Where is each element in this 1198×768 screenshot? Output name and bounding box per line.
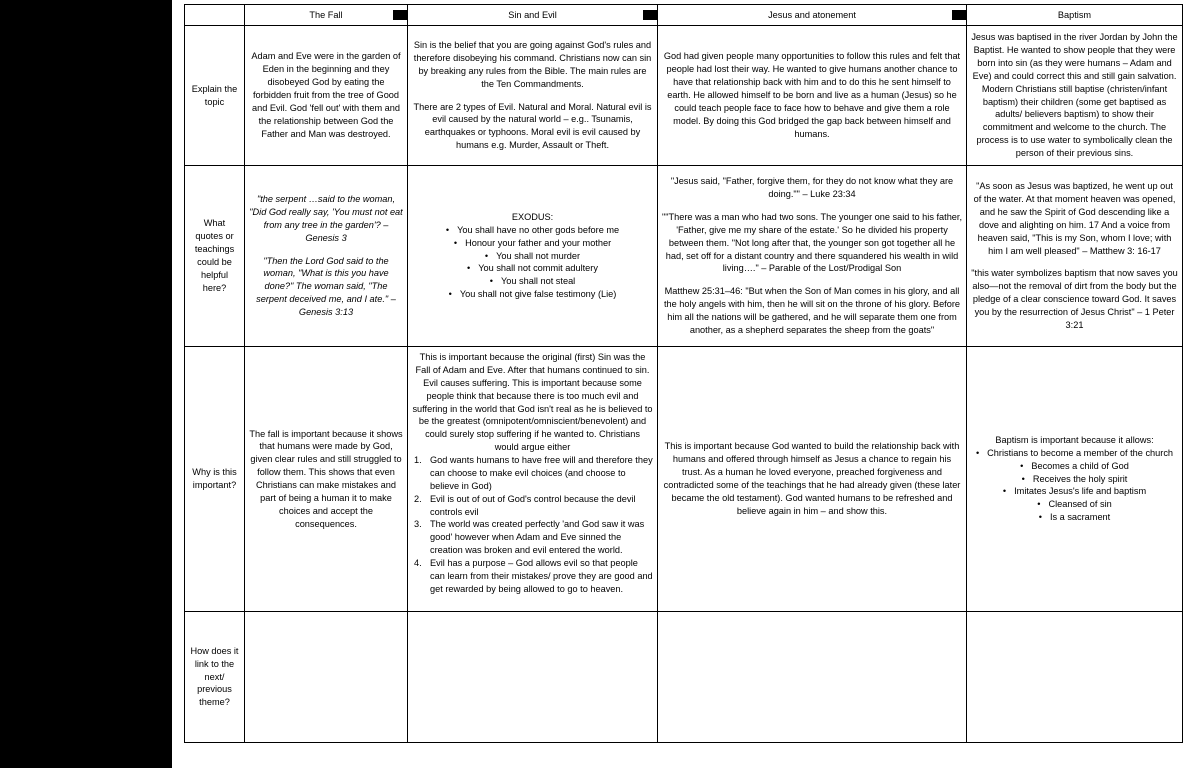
- header-baptism: Baptism: [967, 5, 1183, 26]
- important-fall: The fall is important because it shows that humans were made by God, given clear rules and still struggled to follow them. This shows that even Christians can make mistakes and part of being a human it to make choices and accept the consequences.: [245, 347, 408, 612]
- link-jesus: [658, 612, 967, 743]
- jesus-quote-2: ""There was a man who had two sons. The younger one said to his father, 'Father, give me my share of the estate.' So he divided his property between them. "Not long after that, the younger son got together all he had, set off for a distant country and there squandered his wealth in wild living…." – Parable of the Lost/Prodigal Son: [662, 211, 963, 274]
- quotes-row: [185, 166, 1183, 347]
- right-arrow-icon: [393, 6, 408, 24]
- link-baptism: [967, 612, 1183, 743]
- list-item: • Honour your father and your mother: [412, 237, 653, 250]
- explain-baptism: Jesus was baptised in the river Jordan by John the Baptist. He wanted to show people that they were born into sin (as they were humans – Adam and Eve) and could correct this and still gain salvation. Modern Christians still baptise (christen/infant baptism) their children (some get baptised as adults/ believers baptism) to show their commitment and welcome to the church. The process is to use water to symbolically clean the person of their previous sins.: [967, 26, 1183, 166]
- list-item: 2. Evil is out of out of God's control because the devil controls evil: [414, 493, 636, 517]
- list-item: • Imitates Jesus's life and baptism: [971, 485, 1178, 498]
- list-item: • Becomes a child of God: [971, 460, 1178, 473]
- explain-fall: Adam and Eve were in the garden of Eden in the beginning and they disobeyed God by eating the forbidden fruit from the tree of Good and Evil. God 'fell out' with them and the relationship between God the Father and Man was destroyed.: [245, 26, 408, 166]
- list-item: • You shall not steal: [412, 275, 653, 288]
- list-item: 1. God wants humans to have free will and therefore they can choose to make evil choices (and choose to believe in God): [414, 455, 653, 491]
- quotes-sin: [408, 166, 658, 347]
- list-item: • Cleansed of sin: [971, 498, 1178, 511]
- link-row: [185, 612, 1183, 743]
- baptism-reasons-list: [971, 447, 1178, 524]
- list-item: 4. Evil has a purpose – God allows evil so that people can learn from their mistakes/ prove they are good and get rewarded by being allowed to go to heaven.: [414, 558, 653, 594]
- header-jesus-and-atonement: Jesus and atonement: [658, 5, 967, 26]
- row-label-quotes: What quotes or teachings could be helpful here?: [185, 166, 245, 347]
- exodus-title: EXODUS:: [511, 211, 554, 222]
- jesus-quote-3: Matthew 25:31–46: "But when the Son of Man comes in his glory, and all the holy angels with him, then he will sit on the throne of his glory. Before him all the nations will be gathered, and he will separate them one from another, as a shepherd separates the sheep from the goats": [663, 286, 961, 335]
- important-sin: This is important because the original (first) Sin was the Fall of Adam and Eve. After that humans continued to sin. Evil causes suffering. This is important because some people think that because there is too much evil and suffering in the world that God isn't real as he is believed to be the greatest (omnipotent/omniscient/benevolent) and could surely stop suffering if he wanted to. Christians would argue either 1. God wants humans to have free will and therefore they can choose to make evil choices (and choose to believe in God) 2. Evil is out of out of God's control because the devil controls evil 3. The world was created perfectly 'and God saw it was good' however when Adam and Eve sinned the creation was broken and evil entered the world. 4. Evil has a purpose – God allows evil so that people can learn from their mistakes/ prove they are good and get rewarded by being allowed to go to heaven.: [408, 347, 658, 612]
- baptism-quote-1: "As soon as Jesus was baptized, he went up out of the water. At that moment heaven was opened, and he saw the Spirit of God descending like a dove and alighting on him. 17 And a voice from heaven said, "This is my Son, whom I love; with him I am well pleased" – Matthew 3: 16-17: [973, 181, 1176, 256]
- list-item: • Is a sacrament: [971, 511, 1178, 524]
- important-jesus: This is important because God wanted to build the relationship back with humans and offered through himself as Jesus a chance to regain his trust. As a human he loved everyone, preached forgiveness and contradicted some of the teachings that he had already given (these later became the old testament). God wanted humans to be refreshed and believe again in him – and show this.: [658, 347, 967, 612]
- quotes-jesus: [658, 166, 967, 347]
- explain-row: [185, 26, 1183, 166]
- left-black-margin: [0, 0, 172, 768]
- list-item: • You shall not commit adultery: [412, 262, 653, 275]
- right-arrow-icon: [643, 6, 658, 24]
- row-label-link: How does it link to the next/ previous theme?: [185, 612, 245, 743]
- right-arrow-icon: [952, 6, 967, 24]
- commandments-list: [412, 224, 653, 301]
- revision-table: [184, 4, 1183, 743]
- corner-cell: [185, 5, 245, 26]
- list-item: 3. The world was created perfectly 'and God saw it was good' however when Adam and Eve sinned the creation was broken and evil entered the world.: [414, 519, 645, 556]
- quotes-baptism: [967, 166, 1183, 347]
- list-item: • Christians to become a member of the church: [971, 447, 1178, 460]
- baptism-quote-2: "this water symbolizes baptism that now saves you also—not the removal of dirt from the body but the pledge of a clear conscience toward God. It saves you by the resurrection of Jesus Christ" – 1 Peter 3:21: [971, 268, 1178, 330]
- fall-quote-1: "the serpent …said to the woman, "Did God really say, 'You must not eat from any tree in the garden'? – Genesis 3: [249, 194, 403, 243]
- row-label-explain: Explain the topic: [185, 26, 245, 166]
- fall-quote-2: "Then the Lord God said to the woman, "What is this you have done?" The woman said, "The serpent deceived me, and I ate." – Genesis 3:13: [256, 255, 396, 318]
- header-sin-and-evil: Sin and Evil: [408, 5, 658, 26]
- important-row: [185, 347, 1183, 612]
- link-fall: [245, 612, 408, 743]
- list-item: • Receives the holy spirit: [971, 473, 1178, 486]
- jesus-quote-1: "Jesus said, "Father, forgive them, for they do not know what they are doing."" – Luke 23:34: [670, 176, 954, 200]
- link-sin: [408, 612, 658, 743]
- list-item: • You shall not murder: [412, 250, 653, 263]
- header-row: [185, 5, 1183, 26]
- row-label-important: Why is this important?: [185, 347, 245, 612]
- explain-jesus: God had given people many opportunities to follow this rules and felt that people had lost their way. He wanted to give humans another chance to have that relationship back with him and to do this he sent himself to earth. He allowed himself to be born and live as a human (Jesus) so he could teach people face to face how to behave and give them a role model. By doing this God bridged the gap back between himself and humans.: [658, 26, 967, 166]
- header-the-fall: The Fall: [245, 5, 408, 26]
- important-baptism: Baptism is important because it allows: • Christians to become a member of the church • Becomes a child of God • Receives the holy spirit • Imitates Jesus's life and baptism • Cleansed of sin • Is a sacrament: [967, 347, 1183, 612]
- list-item: • You shall have no other gods before me: [412, 224, 653, 237]
- explain-sin: Sin is the belief that you are going against God's rules and therefore disobeying his command. Christians now can sin by breaking any rules from the Bible. The main rules are the Ten Commandments. There are 2 types of Evil. Natural and Moral. Natural evil is evil caused by the natural world – e.g.. Tsunamis, earthquakes or typhoons. Moral evil is evil caused by humans e.g. Murder, Assault or Theft.: [408, 26, 658, 166]
- christian-arguments-list: [412, 454, 653, 596]
- quotes-fall: [245, 166, 408, 347]
- list-item: • You shall not give false testimony (Lie): [412, 288, 653, 301]
